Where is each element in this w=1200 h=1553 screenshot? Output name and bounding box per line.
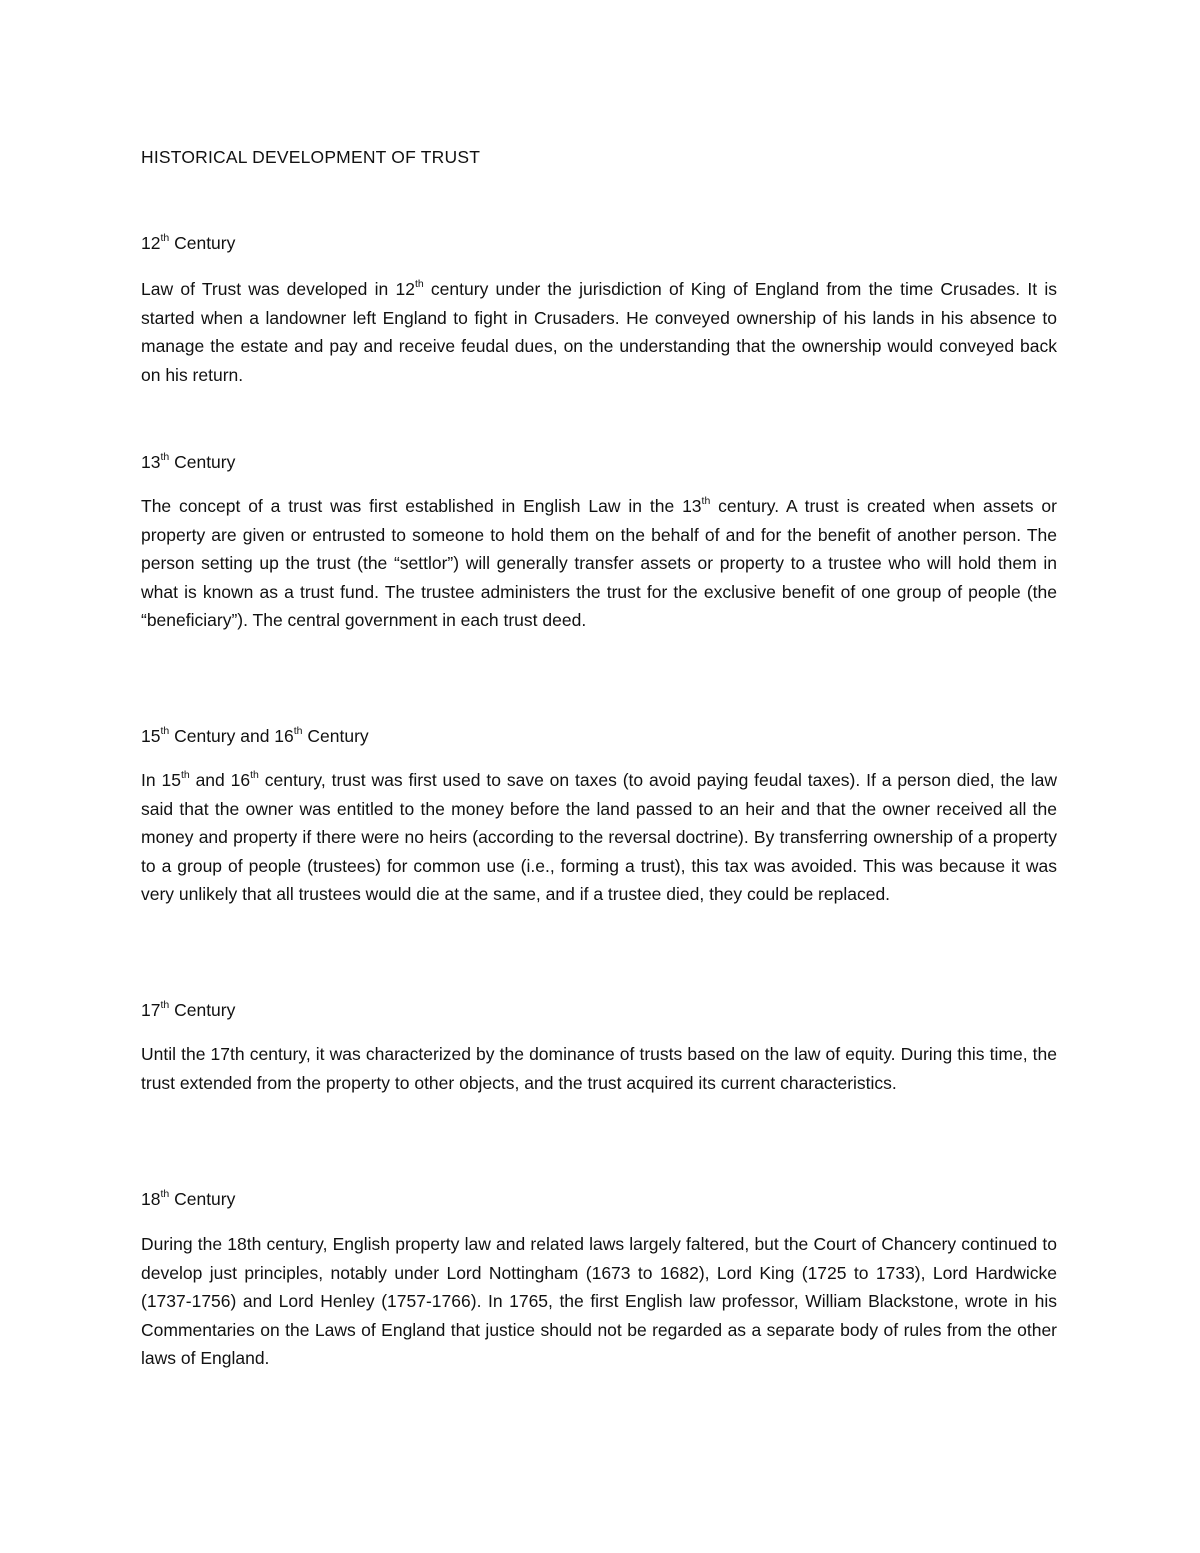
body-text: century under the jurisdiction of King of England from the time Crusades. It is started when a landowner left England to fight in Crusaders. He conveyed ownership of his lands in his absence to manage the estate and pay and receive feudal dues, on the understanding that the ownership would conveyed back on his return. [141,279,1057,385]
heading-superscript: th [293,725,303,738]
heading-superscript: th [160,1188,170,1201]
section-body-13th-century [141,492,1057,635]
section-heading-15th-16th-century [141,723,369,749]
section-body-17th-century [141,1040,1057,1097]
body-text: century. A trust is created when assets or property are given or entrusted to someone to hold them on the behalf of and for the benefit of another person. The person setting up the trust (the “settlor”) will generally transfer assets or property to a trustee who will hold them in what is known as a trust fund. The trustee administers the trust for the exclusive benefit of one group of people (the “beneficiary”). The central government in each trust deed. [141,496,1057,630]
section-heading-13th-century [141,449,235,475]
heading-text: 13 [141,452,161,472]
body-text: Law of Trust was developed in 12 [141,279,415,299]
body-text: The concept of a trust was first established in English Law in the 13 [141,496,702,516]
body-text: century, trust was first used to save on taxes (to avoid paying feudal taxes). If a person died, the law said that the owner was entitled to the money before the land passed to an heir and that the owner received all the money and property if there were no heirs (according to the reversal doctrine). By transferring ownership of a property to a group of people (trustees) for common use (i.e., forming a trust), this tax was avoided. This was because it was very unlikely that all trustees would die at the same, and if a trustee died, they could be replaced. [141,770,1057,904]
heading-text: 18 [141,1189,161,1209]
body-superscript: th [701,495,711,508]
section-body-12th-century [141,275,1057,389]
heading-superscript: th [160,232,170,245]
section-heading-12th-century [141,230,235,256]
body-text: During the 18th century, English property law and related laws largely faltered, but the Court of Chancery continued to develop just principles, notably under Lord Nottingham (1673 to 1682), Lord King (1725 to 1733), Lord Hardwicke (1737-1756) and Lord Henley (1757-1766). In 1765, the first English law professor, William Blackstone, wrote in his Commentaries on the Laws of England that justice should not be regarded as a separate body of rules from the other laws of England. [141,1234,1057,1368]
heading-text: Century and 16 [169,726,294,746]
section-heading-17th-century [141,997,235,1023]
heading-text: Century [302,726,369,746]
heading-text: 17 [141,1000,161,1020]
section-body-18th-century [141,1230,1057,1373]
heading-superscript: th [160,451,170,464]
heading-text: Century [169,452,236,472]
body-superscript: th [414,278,424,291]
heading-text: Century [169,1000,236,1020]
body-superscript: th [250,769,259,782]
heading-superscript: th [160,999,170,1012]
heading-text: Century [169,1189,236,1209]
document-title: HISTORICAL DEVELOPMENT OF TRUST [141,147,481,167]
body-text: Until the 17th century, it was characterized by the dominance of trusts based on the law of equity. During this time, the trust extended from the property to other objects, and the trust acquired its current characteristics. [141,1044,1057,1093]
body-text: In 15 [141,770,181,790]
section-heading-18th-century [141,1186,235,1212]
body-superscript: th [180,769,190,782]
section-body-15th-16th-century [141,766,1057,909]
heading-text: 15 [141,726,161,746]
heading-text: Century [169,233,236,253]
heading-superscript: th [160,725,170,738]
body-text: and 16 [189,770,251,790]
heading-text: 12 [141,233,161,253]
